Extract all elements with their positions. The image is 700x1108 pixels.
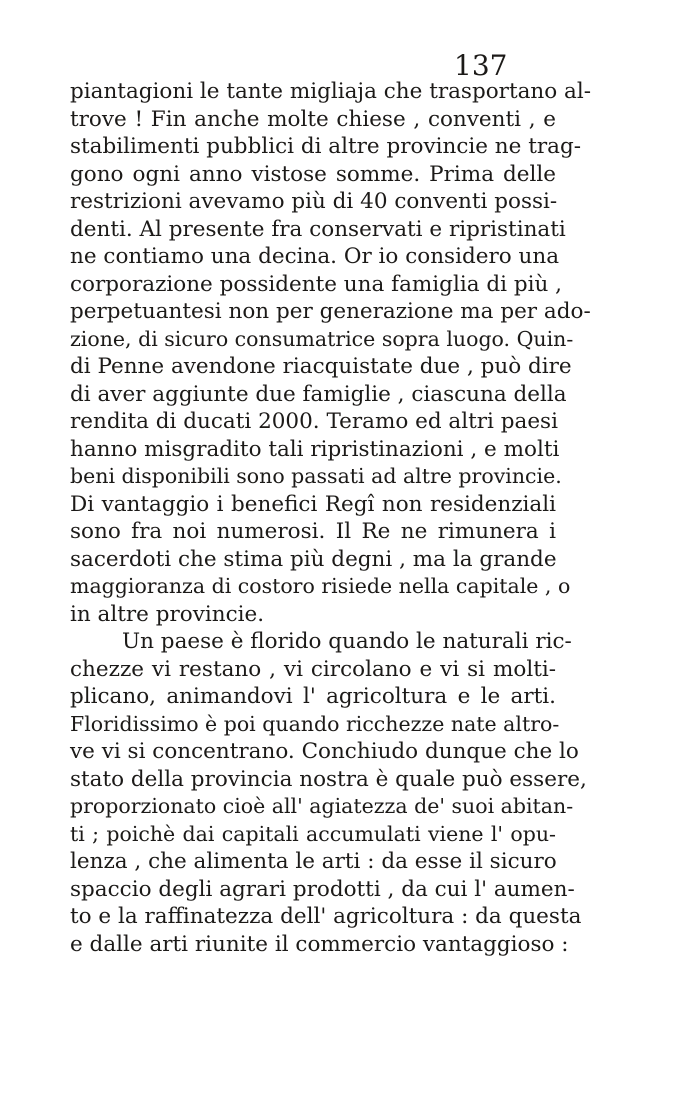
body-text (70, 78, 591, 958)
text-line: sacerdoti che stima più degni , ma la grande (70, 546, 557, 572)
text-line: chezze vi restano , vi circolano e vi si molti- (70, 656, 556, 682)
text-line: plicano, animandovi l' agricoltura e le arti. (70, 684, 556, 709)
text-line: di aver aggiunte due famiglie , ciascuna della (70, 381, 567, 407)
text-line: lenza , che alimenta le arti : da esse il sicuro (70, 849, 557, 874)
text-line: di Penne avendone riacquistate due , può dire (70, 354, 572, 379)
text-line: Di vantaggio i benefici Regî non residenziali (70, 491, 556, 517)
text-line: stato della provincia nostra è quale può essere, (70, 766, 587, 792)
text-line: ve vi si concentrano. Conchiudo dunque che lo (70, 739, 579, 764)
text-line: Floridissimo è poi quando ricchezze nate altro- (70, 711, 560, 736)
text-line: beni disponibili sono passati ad altre provincie. (70, 464, 562, 488)
text-line: gono ogni anno vistose somme. Prima delle (70, 161, 556, 187)
text-line: restrizioni avevamo più di 40 conventi possi- (70, 189, 558, 214)
text-line: piantagioni le tante migliaja che trasportano al- (70, 79, 591, 104)
text-line: ti ; poichè dai capitali accumulati viene l' opu- (70, 821, 556, 846)
page-number: 137 (454, 49, 508, 82)
text-line: trove ! Fin anche molte chiese , conventi , e (70, 106, 556, 132)
text-line: perpetuantesi non per generazione ma per ado- (70, 299, 591, 324)
text-line: spaccio degli agrari prodotti , da cui l' aumen- (70, 876, 575, 902)
text-line: zione, di sicuro consumatrice sopra luogo. Quin- (70, 326, 574, 351)
text-line: corporazione possidente una famiglia di più , (70, 271, 562, 297)
text-line: denti. Al presente fra conservati e ripristinati (70, 216, 566, 242)
text-line: e dalle arti riunite il commercio vantaggioso : (70, 931, 569, 957)
text-line: rendita di ducati 2000. Teramo ed altri paesi (70, 409, 558, 434)
text-line: sono fra noi numerosi. Il Re ne rimunera i (70, 519, 556, 544)
text-line: ne contiamo una decina. Or io considero una (70, 244, 560, 269)
text-line: stabilimenti pubblici di altre provincie ne trag- (70, 134, 581, 159)
text-line: hanno misgradito tali ripristinazioni , e molti (70, 436, 560, 462)
text-line: to e la raffinatezza dell' agricoltura : da questa (70, 904, 582, 929)
text-line: maggioranza di costoro risiede nella capitale , o (70, 574, 571, 598)
text-line: proporzionato cioè all' agiatezza de' suoi abitan- (70, 794, 574, 818)
paragraph-start-line: Un paese è florido quando le naturali ric- (122, 629, 572, 654)
paragraph-end-line: in altre provincie. (70, 601, 265, 627)
